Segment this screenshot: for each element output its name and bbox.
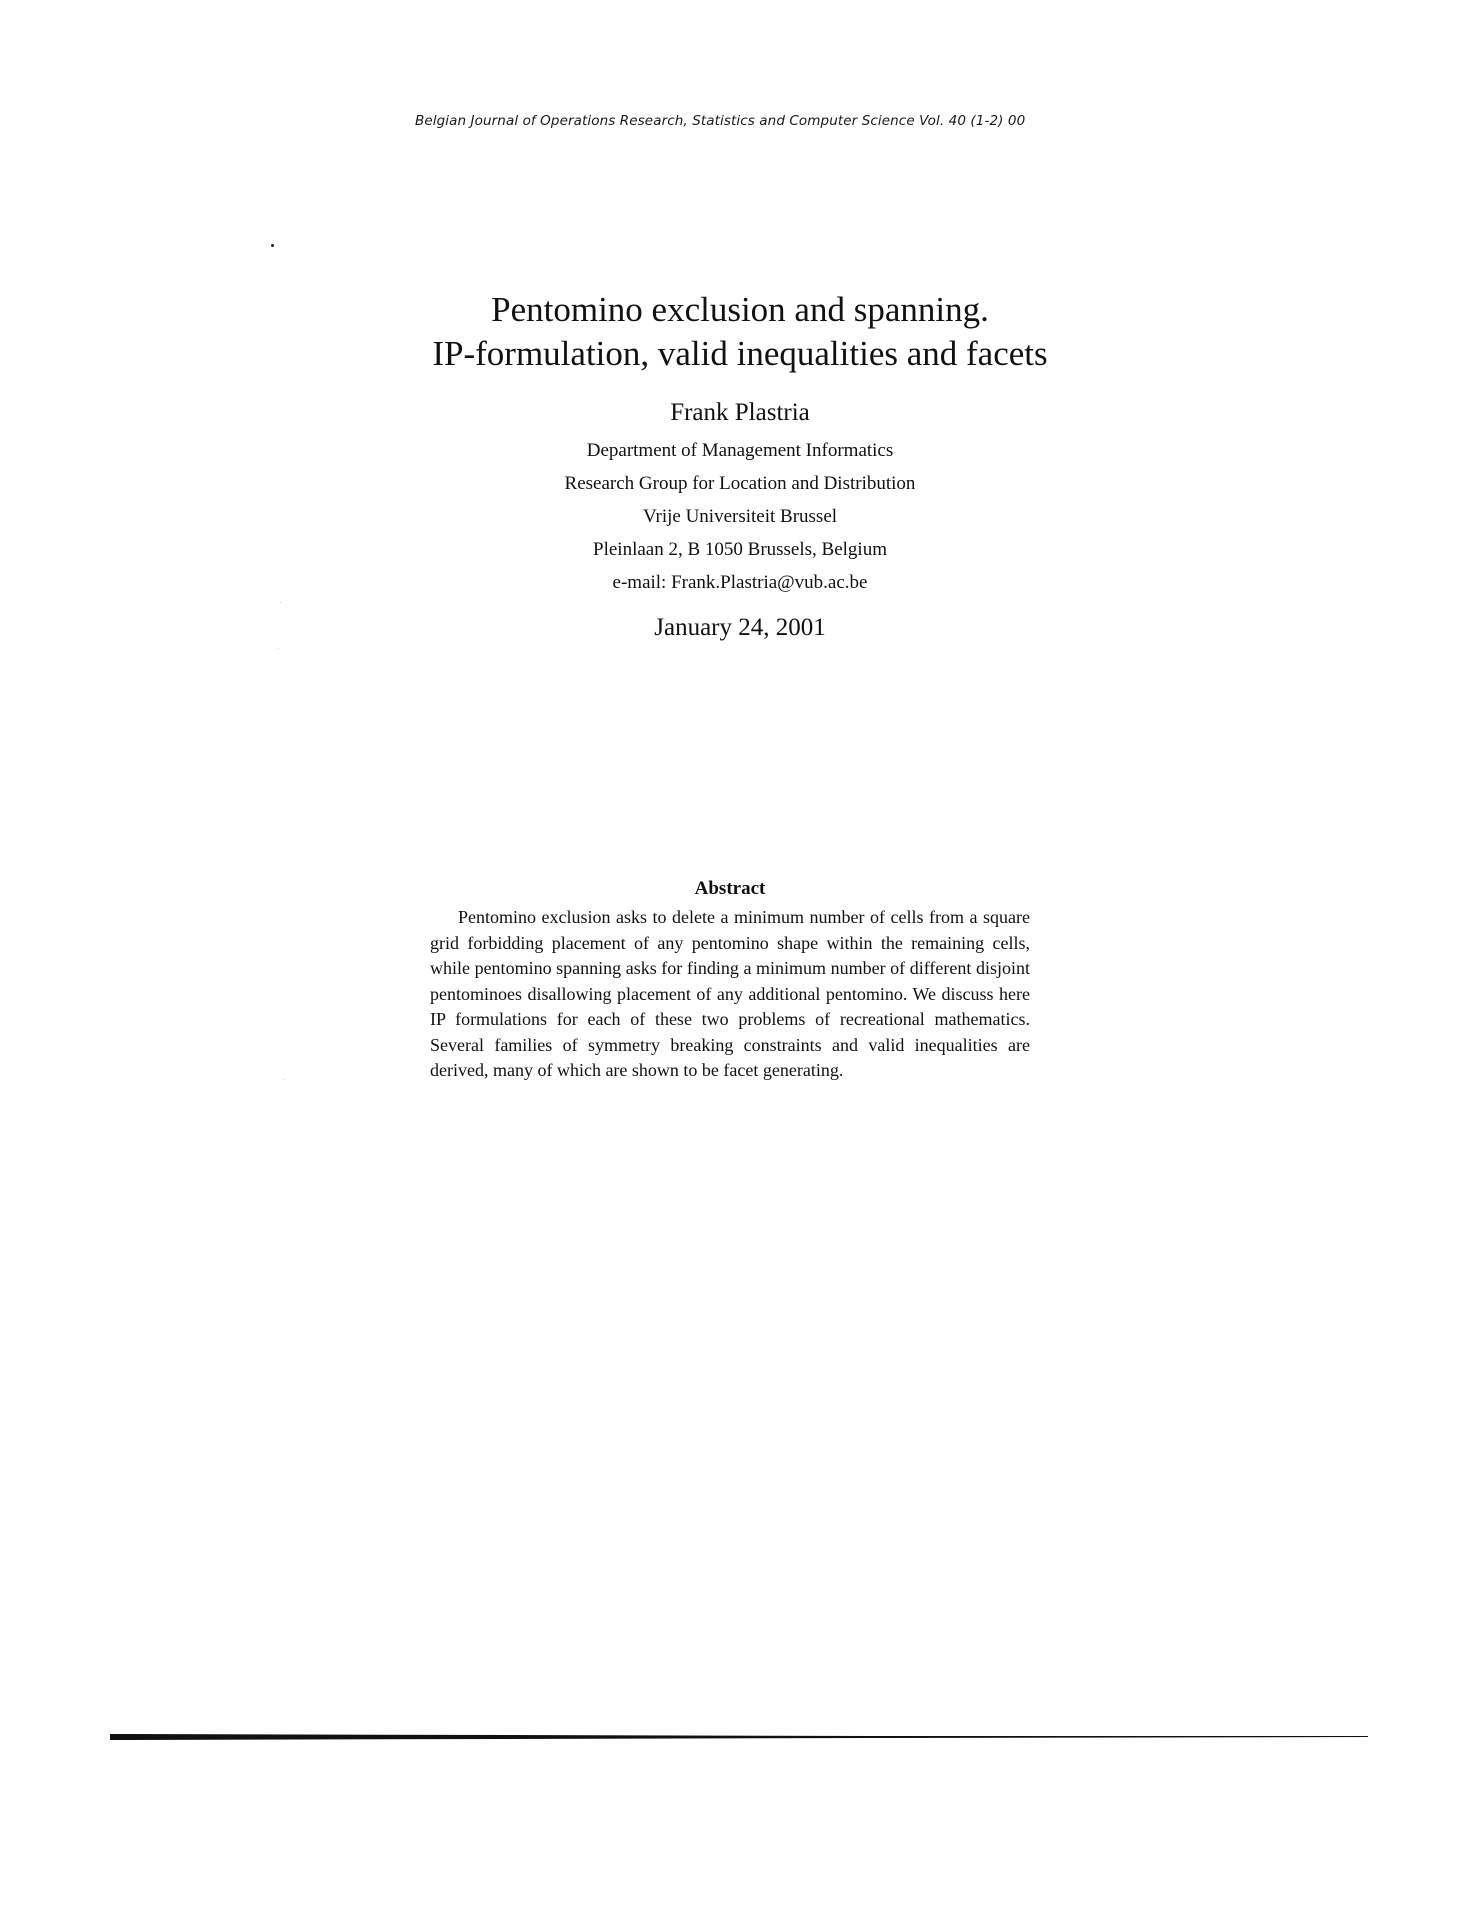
abstract-section bbox=[430, 875, 1030, 1084]
affiliation-research-group: Research Group for Location and Distribution bbox=[564, 473, 916, 494]
author-name: Frank Plastria bbox=[670, 399, 810, 426]
affiliation-address: Pleinlaan 2, B 1050 Brussels, Belgium bbox=[593, 539, 887, 560]
footer-rule bbox=[110, 1732, 1368, 1742]
abstract-heading: Abstract bbox=[694, 878, 766, 899]
affiliation-block bbox=[300, 434, 1180, 599]
scan-speck bbox=[280, 602, 281, 603]
scan-speck bbox=[271, 244, 274, 247]
running-head: Belgian Journal of Operations Research, Statistics and Computer Science Vol. 40 (1-2) 00 bbox=[415, 113, 1026, 129]
affiliation-university: Vrije Universiteit Brussel bbox=[642, 506, 838, 527]
affiliation-email: e-mail: Frank.Plastria@vub.ac.be bbox=[612, 572, 868, 593]
paper-date: January 24, 2001 bbox=[654, 614, 826, 641]
affiliation-department: Department of Management Informatics bbox=[586, 440, 894, 461]
scan-speck bbox=[278, 648, 279, 649]
abstract-body: Pentomino exclusion asks to delete a minimum number of cells from a square grid forbidding placement of any pentomino shape within the remaining cells, while pentomino spanning asks for finding a minimum number of different disjoint pentominoes disallowing placement of any additional pentomino. We discuss here IP formulations for each of these two problems of recreational mathematics. Several families of symmetry breaking constraints and valid inequalities are derived, many of which are shown to be facet generating. bbox=[430, 907, 1030, 1080]
paper-title-line-1: Pentomino exclusion and spanning. bbox=[491, 290, 989, 329]
title-block bbox=[300, 288, 1180, 643]
paper-title-line-2: IP-formulation, valid inequalities and facets bbox=[432, 334, 1048, 373]
scan-speck bbox=[283, 1079, 284, 1080]
